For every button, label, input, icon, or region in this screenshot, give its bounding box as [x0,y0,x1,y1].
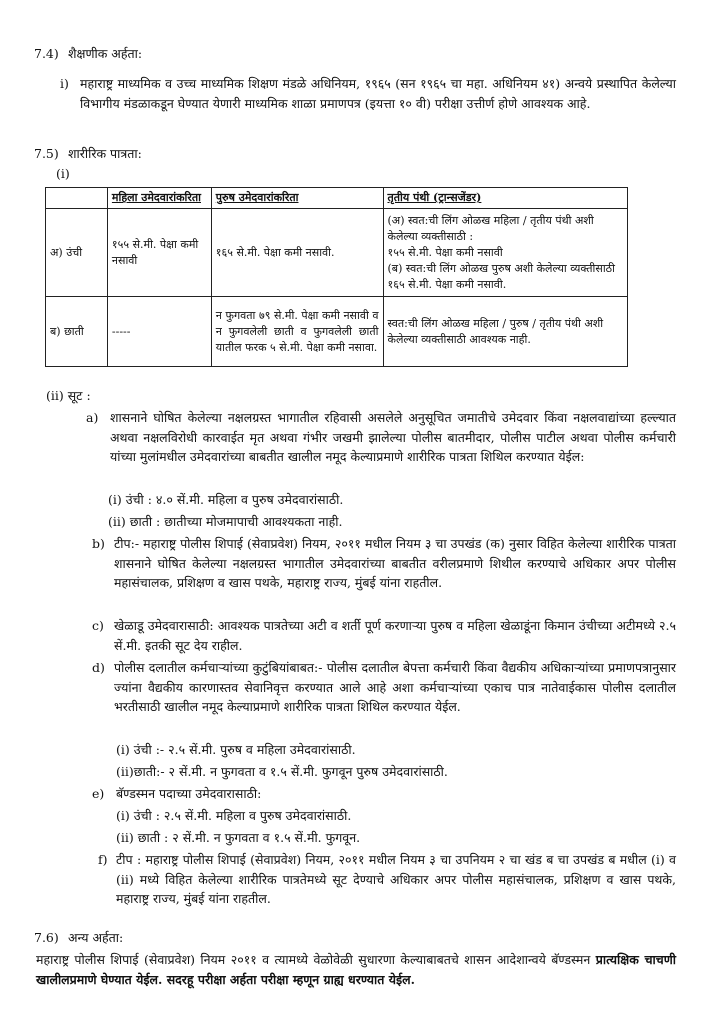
transgender-height-line: १५५ से.मी. पेक्षा कमी नसावी [387,245,503,259]
cell-female-height: १५५ से.मी. पेक्षा कमी नसावी [107,209,211,297]
relax-b-text: टीप:- महाराष्ट्र पोलीस शिपाई (सेवाप्रवेश) नियम, २०११ मधील नियम ३ चा उपखंड (क) नुसार विहित केलेल्या शारीरिक पात्रता शासनाने घोषित केलेल्या नक्षलग्रस्त भागातील उमेदवारांच्या बाबतीत वरीलप्रमाणे शिथील करण्याचे अधिकार अपर पोलीस महासंचालक, प्रशिक्षण व खास पथके, महाराष्ट्र राज्य, मुंबई यांना राहतील. [114,536,676,591]
relax-f-text: टीप : महाराष्ट्र पोलीस शिपाई (सेवाप्रवेश) नियम, २०११ मधील नियम ३ चा उपनियम २ चा खंड ब चा उपखंड ब मधील (i) व (ii) मध्ये विहित केलेल्या शारीरिक पात्रतेमध्ये सूट देण्याचे अधिकार अपर पोलीस महासंचालक, प्रशिक्षण व खास पथके, महाराष्ट्र राज्य, मुंबई यांना राहतील. [116,852,676,907]
cell-transgender-height [383,209,628,297]
relax-a-chest: (ii) छाती : छातीच्या मोजमापाची आवश्यकता नाही. [108,514,343,529]
section-7-4-item-number: i) [60,76,69,91]
relax-e-number: e) [92,786,105,801]
relaxation-title: (ii) सूट : [46,388,91,403]
relax-e-chest: (ii) छाती : २ सें.मी. न फुगवता व १.५ सें.मी. फुगवून. [116,830,361,845]
relax-a-text: शासनाने घोषित केलेल्या नक्षलग्रस्त भागातील रहिवासी असलेले अनुसूचित जमातीचे उमेदवार किंवा नक्षलवाद्यांच्या हल्ल्यात अथवा नक्षलविरोधी कारवाईत मृत अथवा गंभीर जखमी झालेल्या पोलीस बातमीदार, पोलीस पाटील अथवा पोलीस कर्मचारी यांच्या मुलांमधील उमेदवारांच्या बाबतीत खालील नमूद केल्याप्रमाणे शारीरिक पात्रता शिथिल करण्यात येईल: [110,410,676,465]
section-7-5-number: 7.5) [34,146,59,161]
section-7-5-title: शारीरिक पात्रता: [68,146,142,161]
table-row [46,297,628,367]
section-7-6-number: 7.6) [34,930,59,945]
relax-d-number: d) [92,660,105,675]
section-7-6-text-bold: प्रात्यक्षिक चाचणी खालीलप्रमाणे घेण्यात येईल. सदरहू परीक्षा अर्हता परीक्षा म्हणून ग्राह्य धरण्यात येईल. [36,952,676,987]
relax-e-text: बॅण्डस्मन पदाच्या उमेदवारासाठी: [116,786,262,801]
section-7-4-item-text: महाराष्ट्र माध्यमिक व उच्च माध्यमिक शिक्षण मंडळे अधिनियम, १९६५ (सन १९६५ चा महा. अधिनियम ४१) अन्वये प्रस्थापित केलेल्या विभागीय मंडळाकडून घेण्यात येणारी माध्यमिक शाळा प्रमाणपत्र (इयत्ता १० वी) परीक्षा उत्तीर्ण होणे आवश्यक आहे. [80,76,676,111]
cell-female-chest: ----- [107,297,211,367]
cell-male-chest: न फुगवता ७९ से.मी. पेक्षा कमी नसावी व न फुगवलेली छाती व फुगवलेली छाती यातील फरक ५ से.मी. पेक्षा कमी नसावा. [211,297,383,367]
relax-d-height: (i) उंची :- २.५ सें.मी. पुरुष व महिला उमेदवारांसाठी. [116,742,356,757]
row-label-chest: ब) छाती [46,297,108,367]
section-7-5-sub-number: (i) [56,166,70,181]
section-7-6-text [36,950,676,989]
section-7-6-title: अन्य अर्हता: [68,930,124,945]
transgender-height-line: (अ) स्वत:ची लिंग ओळख महिला / तृतीय पंथी अशी केलेल्या व्यक्तीसाठी : [387,213,594,243]
section-7-4-number: 7.4) [34,46,59,61]
row-label-height: अ) उंची [46,209,108,297]
relax-b-number: b) [92,536,105,551]
relax-a-number: a) [86,410,99,425]
relax-d-text: पोलीस दलातील कर्मचाऱ्यांच्या कुटुंबियांबाबत:- पोलीस दलातील बेपत्ता कर्मचारी किंवा वैद्यकीय अधिकाऱ्यांच्या प्रमाणपत्रानुसार ज्यांना वैद्यकीय कारणास्तव सेवानिवृत्त करण्यात आले आहे अशा कर्मचाऱ्यांच्या एकाच पात्र नातेवाईकास पोलीस दलातील भरतीसाठी खालील नमूद केल्याप्रमाणे शारीरिक पात्रता शिथिल करण्यात येईल. [114,660,676,715]
table-header-female: महिला उमेदवारांकरिता [107,188,211,209]
table-header-transgender: तृतीय पंथी (ट्रान्सजेंडर) [383,188,628,209]
table-header-row [46,188,628,209]
section-7-6-text-normal: महाराष्ट्र पोलीस शिपाई (सेवाप्रवेश) नियम २०११ व त्यामध्ये वेळोवेळी सुधारणा केल्याबाबतचे शासन आदेशान्वये बॅण्डस्मन [36,952,591,967]
relax-a-height: (i) उंची : ४.० सें.मी. महिला व पुरुष उमेदवारांसाठी. [108,492,344,507]
table-header-blank [46,188,108,209]
transgender-height-line: (ब) स्वत:ची लिंग ओळख पुरुष अशी केलेल्या व्यक्तीसाठी १६५ से.मी. पेक्षा कमी नसावी. [387,261,615,291]
cell-male-height: १६५ से.मी. पेक्षा कमी नसावी. [211,209,383,297]
relax-f-number: f) [98,852,108,867]
physical-eligibility-table [45,187,628,367]
relax-d-chest: (ii)छाती:- २ सें.मी. न फुगवता व १.५ सें.मी. फुगवून पुरुष उमेदवारांसाठी. [116,764,448,779]
table-row [46,209,628,297]
relax-c-text: खेळाडू उमेदवारासाठी: आवश्यक पात्रतेच्या अटी व शर्ती पूर्ण करणाऱ्या पुरुष व महिला खेळाडूंना किमान उंचीच्या अटीमध्ये २.५ सें.मी. इतकी सूट देय राहील. [114,618,676,653]
cell-transgender-chest: स्वत:ची लिंग ओळख महिला / पुरुष / तृतीय पंथी अशी केलेल्या व्यक्तीसाठी आवश्यक नाही. [383,297,628,367]
table-header-male: पुरुष उमेदवारांकरिता [211,188,383,209]
section-7-4-title: शैक्षणीक अर्हता: [68,46,143,61]
relax-c-number: c) [92,618,104,633]
relax-e-height: (i) उंची : २.५ सें.मी. महिला व पुरुष उमेदवारांसाठी. [116,808,352,823]
